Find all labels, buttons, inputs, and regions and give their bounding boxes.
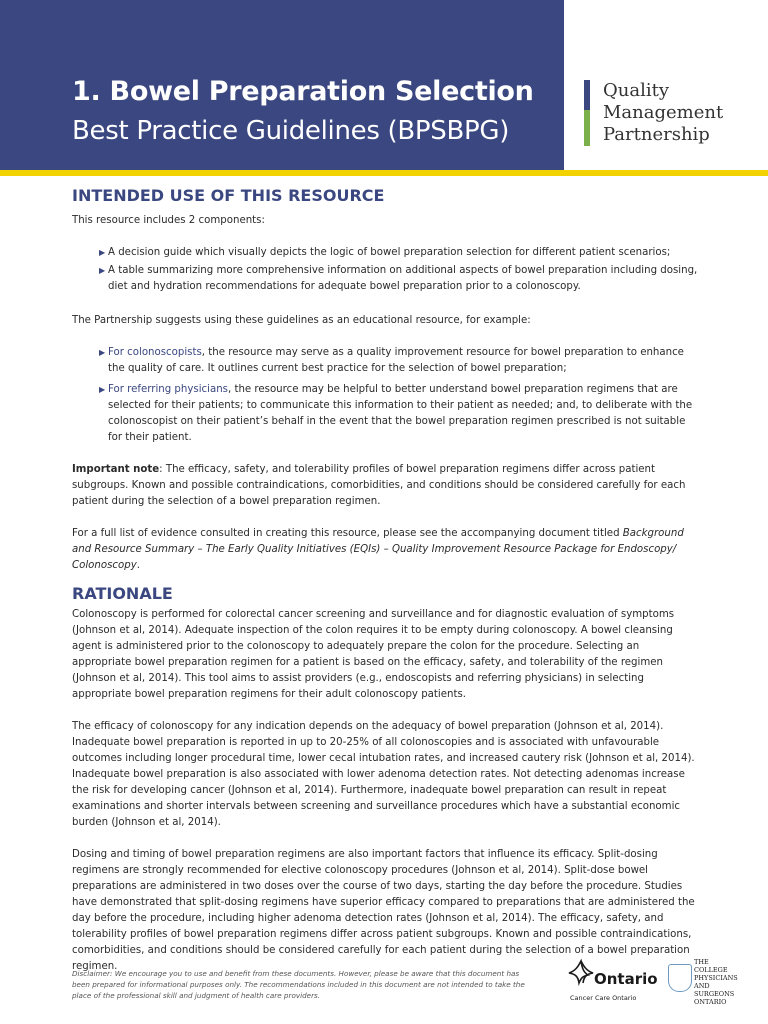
- ontario-trillium-icon: [566, 958, 596, 988]
- logo-green-bar: [584, 110, 590, 146]
- use-lead-colonoscopists: For colonoscopists: [108, 347, 202, 358]
- evidence-document-title: Background and Resource Summary – The Early Quality Initiatives (EQIs) – Quality Improvement Resource Package for Endoscopy/ Colonoscopy: [72, 528, 684, 571]
- important-note: [72, 462, 698, 510]
- rationale-paragraph: The efficacy of colonoscopy for any indication depends on the adequacy of bowel preparation (Johnson et al, 2014). Inadequate bowel preparation is reported in up to 20-25% of all colonoscopies and is associated with unfavourable outcomes including longer procedural time, lower cecal intubation rates, and increased cautery risk (Johnson et al, 2014). Inadequate bowel preparation is also associated with lower adenoma detection rates. Not detecting adenomas increase the risk for developing cancer (Johnson et al, 2014). Furthermore, inadequate bowel preparation can result in repeat examinations and shorter intervals between screening and surveillance procedures which have a substantial economic burden (Johnson et al, 2014).: [72, 721, 695, 828]
- components-list: [72, 245, 698, 295]
- intended-use-heading: INTENDED USE OF THIS RESOURCE: [72, 186, 385, 205]
- component-text: A table summarizing more comprehensive information on additional aspects of bowel preparation including dosing, diet and hydration recommendations for adequate bowel preparation prior to a colonoscopy.: [108, 265, 698, 292]
- page-subtitle: Best Practice Guidelines (BPSBPG): [72, 116, 510, 146]
- suggest-paragraph: The Partnership suggests using these guidelines as an educational resource, for example:: [72, 315, 531, 326]
- ontario-wordmark: Ontario: [594, 970, 658, 988]
- triangle-bullet-icon: ▶: [99, 348, 106, 357]
- ontario-subtitle: Cancer Care Ontario: [570, 994, 637, 1002]
- college-line: PHYSICIANS: [694, 974, 738, 982]
- quality-management-partnership-logo: [564, 0, 768, 170]
- triangle-bullet-icon: ▶: [99, 248, 106, 257]
- college-line: AND: [694, 982, 710, 990]
- triangle-bullet-icon: ▶: [99, 385, 106, 394]
- list-item: [72, 345, 698, 377]
- college-line: THE: [694, 958, 709, 966]
- triangle-bullet-icon: ▶: [99, 266, 106, 275]
- logo-line-partnership: Partnership: [603, 124, 710, 145]
- evidence-paragraph: [72, 526, 698, 574]
- list-item: [72, 263, 698, 295]
- uses-list: [72, 345, 698, 446]
- logo-line-management: Management: [603, 102, 724, 123]
- logo-blue-bar: [584, 80, 590, 110]
- college-line: COLLEGE: [694, 966, 728, 974]
- college-line: SURGEONS: [694, 990, 735, 998]
- rationale-heading: RATIONALE: [72, 584, 173, 603]
- disclaimer: Disclaimer: We encourage you to use and benefit from these documents. However, please be aware that this document has been prepared for informational purposes only. The recommendations included in this document are not intended to take the place of the professional skill and judgment of health care providers.: [72, 969, 525, 1000]
- cancer-care-ontario-logo: [566, 958, 656, 1004]
- rationale-paragraph: Dosing and timing of bowel preparation regimens are also important factors that influence its efficacy. Split-dosing regimens are strongly recommended for elective colonoscopy procedures (Johnson et al, 2014). Split-dose bowel preparations are administered in two doses over the course of two days, starting the day before the procedure. Studies have demonstrated that split-dosing regimens have superior efficacy compared to preparations that are administered the day before the procedure, including higher adenoma detection rates (Johnson et al, 2014). The efficacy, safety, and tolerability profiles of bowel preparation regimens differ across patient subgroups. Known and possible contraindications, comorbidities, and conditions should be considered carefully for each patient during the selection of a bowel preparation regimen.: [72, 849, 695, 972]
- evidence-end: .: [136, 560, 140, 571]
- use-text: , the resource may be helpful to better understand bowel preparation regimens that are selected for their patients; to communicate this information to their patient as needed; and, to deliberate with the colonoscopist on their patient’s behalf in the event that the bowel preparation regimen prescribed is not suitable for their patient.: [108, 384, 693, 443]
- main-content: [72, 186, 698, 975]
- rationale-paragraph: Colonoscopy is performed for colorectal cancer screening and surveillance and for diagnostic evaluation of symptoms (Johnson et al, 2014). Adequate inspection of the colon requires it to be empty during colonoscopy. A bowel cleansing agent is administered prior to the colonoscopy to adequately prepare the colon for the procedure. Selecting an appropriate bowel preparation regimen for a patient is based on the efficacy, safety, and tolerability of the regimen (Johnson et al, 2014). This tool aims to assist providers (e.g., endoscopists and referring physicians) in selecting appropriate bowel preparation regimens for their adult colonoscopy patients.: [72, 609, 675, 700]
- logo-line-quality: Quality: [603, 80, 669, 101]
- header-band: [0, 0, 564, 170]
- components-intro: This resource includes 2 components:: [72, 215, 265, 226]
- header-divider: [0, 170, 768, 176]
- component-text: A decision guide which visually depicts the logic of bowel preparation selection for different patient scenarios;: [108, 247, 671, 258]
- page-title: 1. Bowel Preparation Selection: [72, 76, 534, 107]
- college-wordmark: [694, 958, 738, 1006]
- important-text: : The efficacy, safety, and tolerability profiles of bowel preparation regimens differ across patient subgroups. Known and possible contraindications, comorbidities, and conditions should be considered carefully for each patient during the selection of a bowel preparation regimen.: [72, 464, 686, 507]
- list-item: [72, 382, 698, 446]
- use-lead-referring-physicians: For referring physicians: [108, 384, 228, 395]
- college-physicians-surgeons-logo: [668, 958, 740, 1008]
- evidence-text: For a full list of evidence consulted in creating this resource, please see the accompanying document titled: [72, 528, 623, 539]
- use-text: , the resource may serve as a quality improvement resource for bowel preparation to enhance the quality of care. It outlines current best practice for the selection of bowel preparation;: [108, 347, 684, 374]
- list-item: [72, 245, 698, 261]
- college-crest-icon: [668, 964, 692, 992]
- college-line: ONTARIO: [694, 998, 727, 1006]
- important-label: Important note: [72, 464, 160, 475]
- logo-wordmark: [603, 80, 723, 146]
